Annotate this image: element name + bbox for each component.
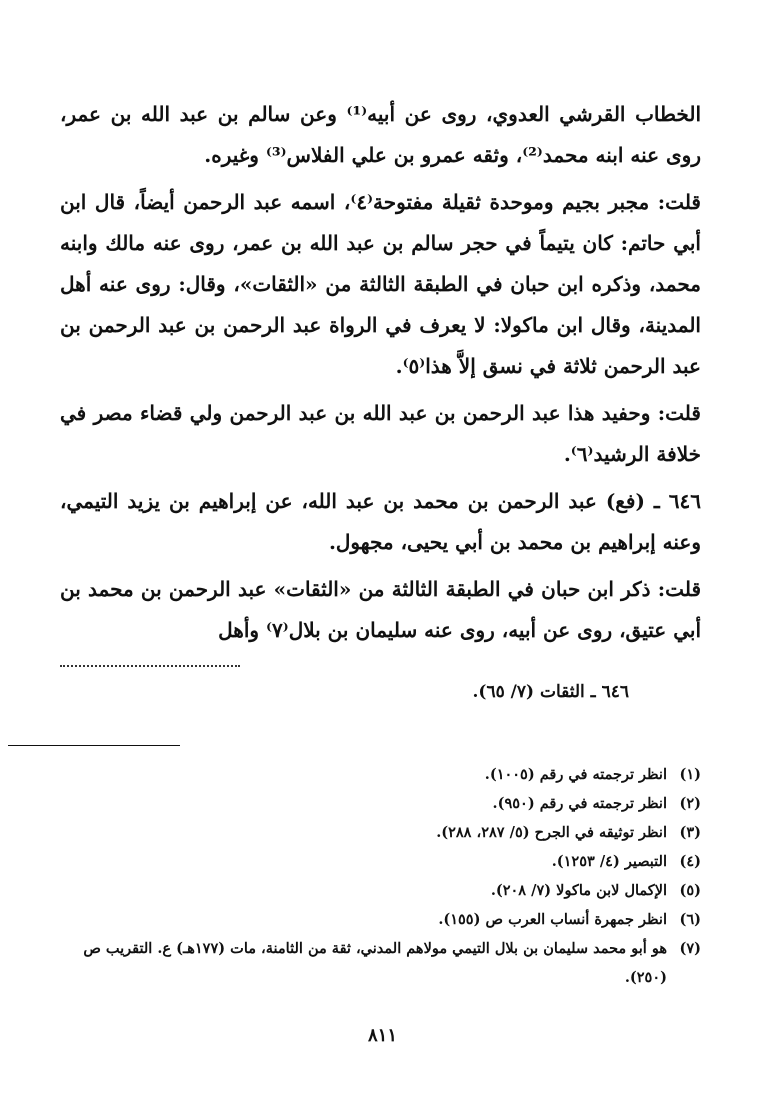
footnote-text: الإكمال لابن ماكولا (٧/ ٢٠٨). — [490, 882, 667, 899]
footnote-number: (١) — [679, 766, 701, 783]
paragraph-5: قلت: ذكر ابن حبان في الطبقة الثالثة من «الثقات» عبد الرحمن بن محمد بن أبي عتيق، روى عن أبيه، روى عنه سليمان بن بلال⁽٧⁾ وأهل — [60, 577, 701, 642]
footnote-rule — [8, 745, 180, 746]
paragraph-entry-646: ٦٤٦ ـ (فع) عبد الرحمن بن محمد بن عبد الله، عن إبراهيم بن يزيد التيمي، وعنه إبراهيم بن محمد بن أبي يحيى، مجهول. — [60, 489, 701, 554]
footnote-number: (٥) — [679, 882, 701, 899]
footnote-number: (٧) — [679, 940, 701, 957]
dotted-separator — [60, 657, 240, 667]
footnote-item — [60, 876, 701, 905]
paragraph-2: قلت: مجبر بجيم وموحدة ثقيلة مفتوحة⁽٤⁾، اسمه عبد الرحمن أيضاً، قال ابن أبي حاتم: كان يتيماً في حجر سالم بن عبد الله بن عمر، روى عنه مالك وابنه محمد، وذكره ابن حبان في الطبقة الثالثة من «الثقات»، وقال: روى عنه أهل المدينة، وقال ابن ماكولا: لا يعرف في الرواة عبد الرحمن بن عبد الرحمن بن عبد الرحمن ثلاثة في نسق إلاَّ هذا⁽٥⁾. — [60, 190, 701, 378]
footnote-text: هو أبو محمد سليمان بن بلال التيمي مولاهم المدني، ثقة من الثامنة، مات (١٧٧هـ) ع. التقريب ص (٢٥٠). — [83, 940, 667, 986]
footnotes-list — [60, 760, 701, 992]
footnote-item — [60, 934, 701, 992]
paragraph-1: الخطاب القرشي العدوي، روى عن أبيه⁽¹⁾ وعن سالم بن عبد الله بن عمر، روى عنه ابنه محمد⁽²⁾، وثقه عمرو بن علي الفلاس⁽³⁾ وغيره. — [60, 102, 701, 167]
footnote-item — [60, 818, 701, 847]
footnote-text: انظر توثيقه في الجرح (٥/ ٢٨٧، ٢٨٨). — [436, 824, 667, 841]
footnote-item — [60, 847, 701, 876]
page-number: ٨١١ — [367, 1025, 397, 1046]
footnote-number: (٤) — [679, 853, 701, 870]
entry-reference-note: ٦٤٦ ـ الثقات (٧/ ٦٥). — [472, 682, 629, 702]
footnote-text: انظر جمهرة أنساب العرب ص (١٥٥). — [438, 911, 667, 928]
main-text — [60, 94, 701, 651]
footnote-item — [60, 905, 701, 934]
footnote-item — [60, 760, 701, 789]
footnote-number: (٢) — [679, 795, 701, 812]
footnote-text: التبصير (٤/ ١٢٥٣). — [551, 853, 667, 870]
footnote-text: انظر ترجمته في رقم (٩٥٠). — [492, 795, 667, 812]
footnote-number: (٣) — [679, 824, 701, 841]
footnote-text: انظر ترجمته في رقم (١٠٠٥). — [484, 766, 667, 783]
footnote-number: (٦) — [679, 911, 701, 928]
paragraph-3: قلت: وحفيد هذا عبد الرحمن بن عبد الله بن عبد الرحمن ولي قضاء مصر في خلافة الرشيد⁽٦⁾. — [60, 401, 701, 466]
footnote-item — [60, 789, 701, 818]
